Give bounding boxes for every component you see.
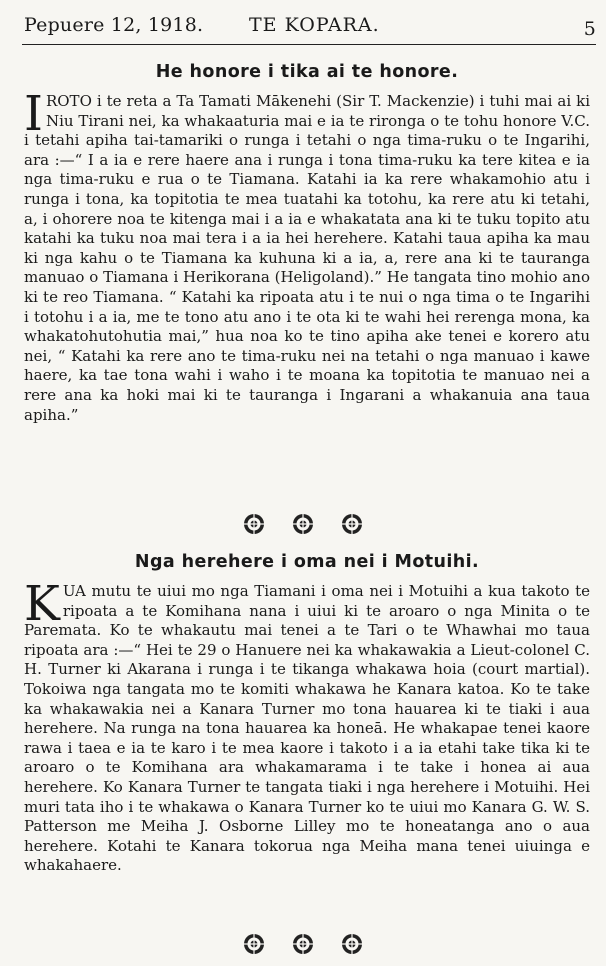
running-header xyxy=(24,14,596,38)
rosette-ornament-icon xyxy=(340,932,364,956)
rosette-ornament-icon xyxy=(242,512,266,536)
article-body xyxy=(24,86,590,425)
article-motuihi xyxy=(24,552,590,876)
page-number: 5 xyxy=(583,18,596,40)
article-honore xyxy=(24,62,590,425)
rosette-ornament-icon xyxy=(291,932,315,956)
rosette-ornament-icon xyxy=(340,512,364,536)
article-title: Nga herehere i oma nei i Motuihi. xyxy=(134,552,480,572)
journal-title: TE KOPARA. xyxy=(249,14,380,36)
article-text: ROTO i te reta a Ta Tamati Mākenehi (Sir T. Mackenzie) i tuhi mai ai ki Niu Tirani nei, ka whakaaturia mai e ia te rironga o te tohu honore V.C. i tetahi apiha tai-tamariki o runga i tetahi o nga tima-ruku o te Ingarihi, ara :—“ I a ia e rere haere ana i runga i tona tima-ruku ka tere kitea e ia nga tima-ruku e rua o te Tiamana. Katahi ia ka rere whakamohio atu i runga i tona, ka topitotia te mea tuatahi ka totohu, ka rere atu ki tetahi, a, i ohorere noa te kitenga mai i a ia e whakatata ana ki te tuku topito atu katahi ka tuku noa mai tera i a ia hei herehere. Katahi taua apiha ka mau ki nga kahu o te Tiamana ka kuhuna ki a ia, a, rere ana ki te tauranga manuao o Tiamana i Herikorana (Heligoland).” He tangata tino mohio ano ki te reo Tiamana. “ Katahi ka ripoata atu i te nui o nga tima o te Ingarihi i totohu i a ia, me te tono atu ano i te ota ki te wahi hei rerenga mona, ka whakatohutohutia mai,” hua noa ko te tino apiha ake tenei e korero atu nei, “ Katahi ka rere ano te tima-ruku nei na tetahi o nga manuao i kawe haere, ka tae tona wahi i waho i te moana ka topitotia te manuao nei a rere ana ka hoki mai ki te tauranga i Ingarani a whakanuia ana taua apiha.” xyxy=(24,92,590,424)
drop-cap: I xyxy=(24,86,43,142)
rosette-ornament-icon xyxy=(291,512,315,536)
end-divider xyxy=(0,932,606,956)
article-text: UA mutu te uiui mo nga Tiamani i oma nei i Motuihi a kua takoto te ripoata a te Komihana nana i uiui ki te aroaro o nga Minita o te Paremata. Ko te whakautu mai tenei a te Tari o te Whawhai mo taua ripoata ara :—“ Hei te 29 o Hanuere nei ka whakawakia a Lieut-colonel C. H. Turner ki Akarana i runga i te tikanga whakawa hoia (court martial). Tokoiwa nga tangata mo te komiti whakawa he Kanara katoa. Ko te take ka whakawakia nei a Kanara Turner mo tona hauarea ki te tiaki i aua herehere. Na runga na tona hauarea ka honeā. He whakapae tenei kaore rawa i taea e ia te karo i te mea kaore i takoto i a ia etahi take tika ki te aroaro o te Komihana ara whakamarama i te take i honea ai aua herehere. Ko Kanara Turner te tangata tiaki i nga herehere i Motuihi. Hei muri tata iho i te whakawa o Kanara Turner ko te uiui mo Kanara G. W. S. Patterson me Meiha J. Osborne Lilley mo te honeatanga ano o aua herehere. Kotahi te Kanara tokorua nga Meiha mana tenei uiuinga e whakahaere. xyxy=(24,582,590,875)
article-title: He honore i tika ai te honore. xyxy=(155,62,459,82)
issue-date: Pepuere 12, 1918. xyxy=(24,14,204,36)
drop-cap: K xyxy=(24,576,60,632)
rosette-ornament-icon xyxy=(242,932,266,956)
section-divider xyxy=(0,512,606,536)
header-rule xyxy=(22,44,596,45)
article-body xyxy=(24,576,590,876)
